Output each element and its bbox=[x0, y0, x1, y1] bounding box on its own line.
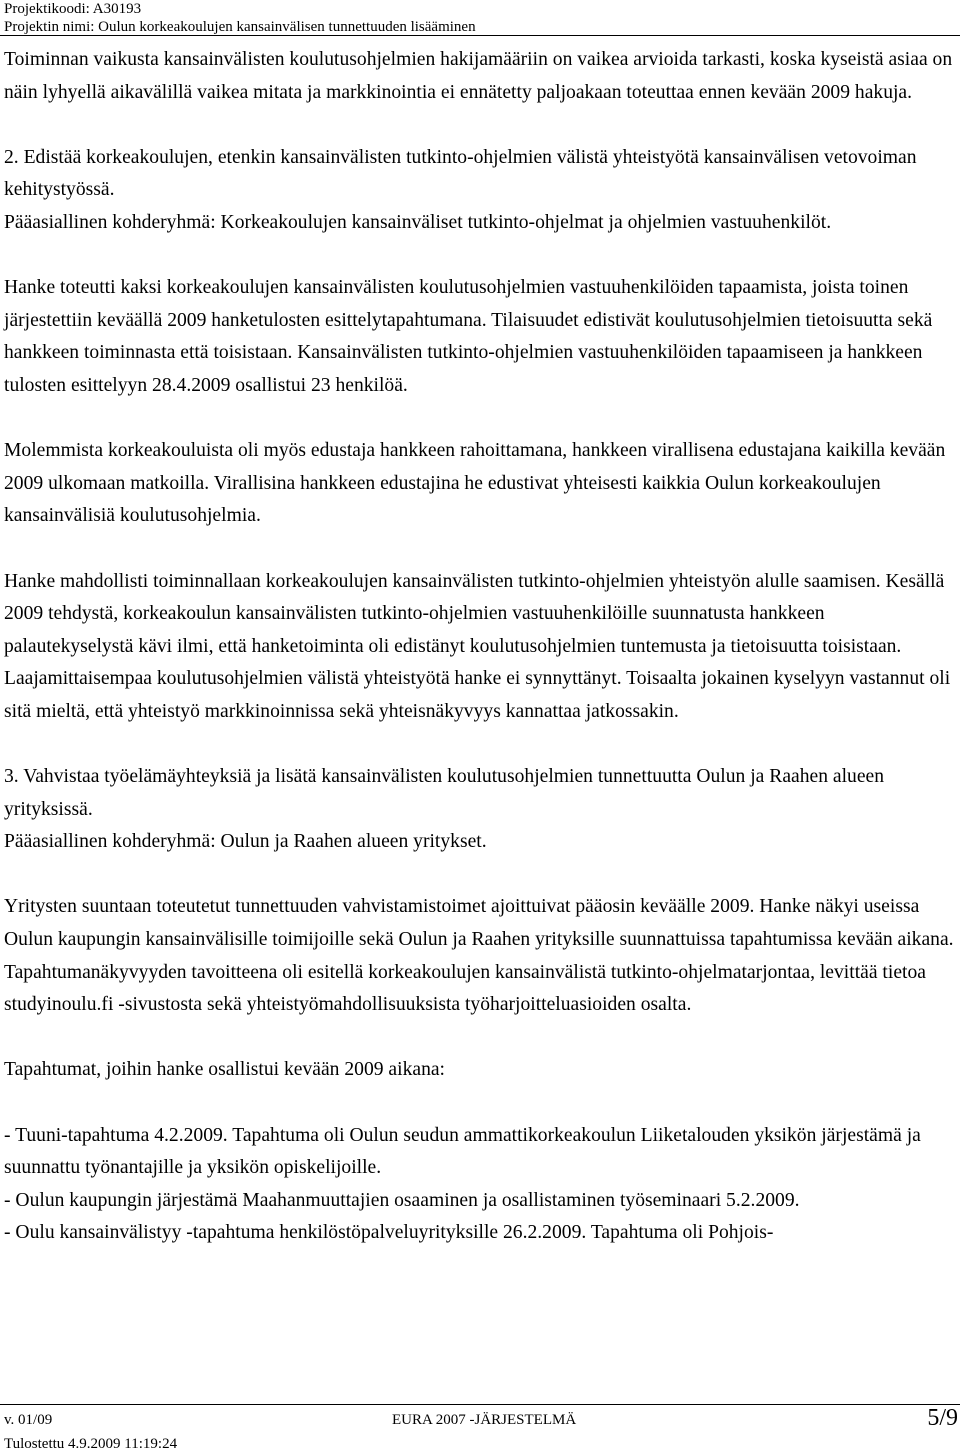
goal-3-target-group: Pääasiallinen kohderyhmä: Oulun ja Raahen alueen yritykset. bbox=[4, 831, 487, 853]
event-item: - Oulu kansainvälistyy -tapahtuma henkilöstöpalveluyrityksille 26.2.2009. Tapahtuma oli Pohjois- bbox=[4, 1222, 774, 1244]
footer-system-name: EURA 2007 -JÄRJESTELMÄ bbox=[392, 1412, 577, 1428]
document-body bbox=[4, 44, 956, 1250]
header-divider bbox=[0, 35, 960, 36]
event-item: - Oulun kaupungin järjestämä Maahanmuuttajien osaaminen ja osallistaminen työseminaari 5.2.2009. bbox=[4, 1189, 800, 1211]
footer-divider bbox=[0, 1404, 960, 1405]
page-header bbox=[4, 0, 956, 36]
project-code: Projektikoodi: A30193 bbox=[4, 1, 142, 17]
paragraph-meetings: Hanke toteutti kaksi korkeakoulujen kansainvälisten koulutusohjelmien vastuuhenkilöiden tapaamista, joista toinen järjestettiin keväällä 2009 hanketulosten esittelytapahtumana. Tilaisuudet edistivät koulutusohjelmien tietoisuutta sekä hankkeen toiminnasta että toisistaan. Kansainvälisten tutkinto-ohjelmien vastuuhenkilöiden tapaamiseen ja hankkeen tulosten esittelyyn 28.4.2009 osallistui 23 henkilöä. bbox=[4, 277, 933, 396]
paragraph-company-visibility: Yritysten suuntaan toteutetut tunnettuuden vahvistamistoimet ajoittuivat pääosin keväälle 2009. Hanke näkyi useissa Oulun kaupungin kansainvälisille toimijoille sekä Oulun ja Raahen yrityksille suunnattuissa tapahtumissa kevään aikana. Tapahtumanäkyvyyden tavoitteena oli esitellä korkeakoulujen kansainvälistä tutkinto-ohjelmatarjontaa, levittää tietoa studyinoulu.fi -sivustosta sekä yhteistyömahdollisuuksista työharjoitteluasioiden osalta. bbox=[4, 896, 954, 1016]
project-name: Projektin nimi: Oulun korkeakoulujen kansainvälisen tunnettuuden lisääminen bbox=[4, 19, 476, 35]
goal-2-target-group: Pääasiallinen kohderyhmä: Korkeakoulujen kansainväliset tutkinto-ohjelmat ja ohjelmien vastuuhenkilöt. bbox=[4, 211, 832, 233]
footer-version: v. 01/09 bbox=[4, 1412, 53, 1428]
paragraph-cooperation: Hanke mahdollisti toiminnallaan korkeakoulujen kansainvälisten tutkinto-ohjelmien yhteistyön alulle saamisen. Kesällä 2009 tehdystä, korkeakoulun kansainvälisten tutkinto-ohjelmien vastuuhenkilöille suunnatusta hankkeen palautekyselystä kävi ilmi, että hanketoiminta oli edistänyt koulutusohjelmien tuntemusta ja tietoisuutta toisistaan. Laajamittaisempaa koulutusohjelmien välistä yhteistyötä hanke ei synnyttänyt. Toisaalta jokainen kyselyyn vastannut oli sitä mieltä, että yhteistyö markkinoinnissa sekä yhteisnäkyvyys kannattaa jatkossakin. bbox=[4, 570, 951, 722]
page-number: 5/9 bbox=[927, 1405, 958, 1431]
events-intro: Tapahtumat, joihin hanke osallistui kevään 2009 aikana: bbox=[4, 1059, 446, 1081]
paragraph-evaluation: Toiminnan vaikusta kansainvälisten koulutusohjelmien hakijamääriin on vaikea arvioida tarkasti, koska kyseistä asiaa on näin lyhyellä aikavälillä vaikea mitata ja markkinointia ei ennätetty paljoakaan toteuttaa ennen kevään 2009 hakuja. bbox=[4, 49, 953, 103]
goal-2-heading: 2. Edistää korkeakoulujen, etenkin kansainvälisten tutkinto-ohjelmien välistä yhteistyötä kansainvälisen vetovoiman kehitystyössä. bbox=[4, 146, 917, 201]
goal-3-heading: 3. Vahvistaa työelämäyhteyksiä ja lisätä kansainvälisten koulutusohjelmien tunnettuutta Oulun ja Raahen alueen yrityksissä. bbox=[4, 766, 885, 820]
footer-print-timestamp: Tulostettu 4.9.2009 11:19:24 bbox=[4, 1436, 178, 1452]
paragraph-representatives: Molemmista korkeakouluista oli myös edustaja hankkeen rahoittamana, hankkeen virallisena edustajana kaikilla kevään 2009 ulkomaan matkoilla. Virallisina hankkeen edustajina he edustivat yhteisesti kaikkia Oulun korkeakoulujen kansainvälisiä koulutusohjelmia. bbox=[4, 440, 946, 527]
event-item: - Tuuni-tapahtuma 4.2.2009. Tapahtuma oli Oulun seudun ammattikorkeakoulun Liiketalouden yksikön järjestämä ja suunnattu työnantajille ja yksikön opiskelijoille. bbox=[4, 1124, 921, 1179]
